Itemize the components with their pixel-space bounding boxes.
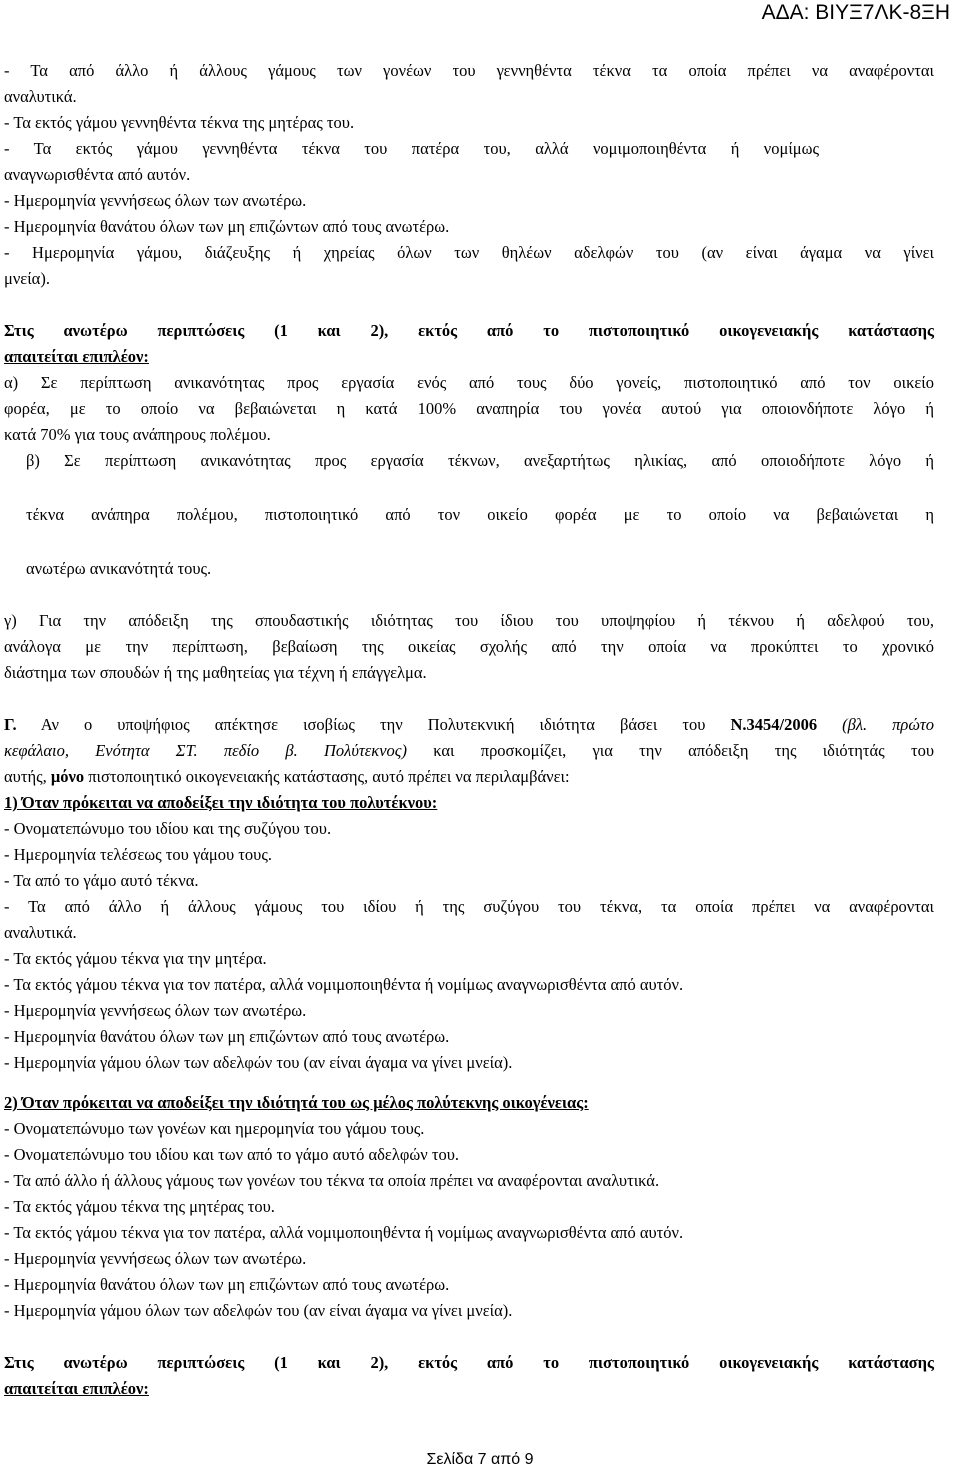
list-item: - Τα εκτός γάμου γεννηθέντα τέκνα του πατέρα του, αλλά νομιμοποιηθέντα ή νομίμως — [4, 139, 819, 158]
paragraph-gamma: ανάλογα με την περίπτωση, βεβαίωση της οικείας σχολής από την οποία να προκύπτει το χρονικό — [4, 637, 934, 656]
section-label: Γ. — [4, 715, 17, 734]
list-item: - Τα εκτός γάμου τέκνα για την μητέρα. — [4, 949, 267, 968]
paragraph-alpha: α) Σε περίπτωση ανικανότητας προς εργασία ενός από τους δύο γονείς, πιστοποιητικό από τον οικείο — [4, 373, 934, 392]
list-item: - Ημερομηνία γάμου όλων των αδελφών του (αν είναι άγαμα να γίνει μνεία). — [4, 1301, 513, 1320]
case-1 — [4, 790, 934, 1076]
paragraph-beta: β) Σε περίπτωση ανικανότητας προς εργασία τέκνων, ανεξαρτήτως ηλικίας, από οποιοδήποτε λόγο ή τέκνα ανάπηρα πολέμου, πιστοποιητικό από τον οικείο φορέα με το οποίο να βεβαιώνεται η ανωτέρω ανικανότητά τους. — [26, 451, 934, 578]
list-item-cont: αναλυτικά. — [4, 87, 77, 106]
section-heading-underlined: απαιτείται επιπλέον: — [4, 347, 149, 366]
list-item: - Ημερομηνία γάμου, διάζευξης ή χηρείας όλων των θηλέων αδελφών του (αν είναι άγαμα να γίνει — [4, 243, 934, 262]
section-heading-underlined: απαιτείται επιπλέον: — [4, 1379, 149, 1398]
list-item: - Ημερομηνία γεννήσεως όλων των ανωτέρω. — [4, 191, 307, 210]
paragraph-alpha: κατά 70% για τους ανάπηρους πολέμου. — [4, 425, 271, 444]
list-item: - Τα εκτός γάμου τέκνα για τον πατέρα, αλλά νομιμοποιηθέντα ή νομίμως αναγνωρισθέντα από αυτόν. — [4, 1223, 684, 1242]
document-body — [4, 58, 934, 1402]
list-item-cont: αναγνωρισθέντα από αυτόν. — [4, 165, 191, 184]
list-item: - Ημερομηνία γεννήσεως όλων των ανωτέρω. — [4, 1249, 307, 1268]
list-item: - Ονοματεπώνυμο του ιδίου και των από το γάμο αυτό αδελφών του. — [4, 1145, 459, 1164]
list-item: - Τα εκτός γάμου τέκνα της μητέρας του. — [4, 1197, 275, 1216]
ada-code: ΑΔΑ: ΒΙΥΞ7ΛΚ-8ΞΗ — [761, 1, 950, 24]
emphasis-mono: μόνο — [50, 767, 85, 786]
list-item: - Τα εκτός γάμου γεννηθέντα τέκνα της μητέρας του. — [4, 113, 355, 132]
section-heading: Στις ανωτέρω περιπτώσεις (1 και 2), εκτός από το πιστοποιητικό οικογενειακής κατάστασης — [4, 321, 934, 340]
top-list — [4, 58, 934, 292]
list-item: - Τα από το γάμο αυτό τέκνα. — [4, 871, 199, 890]
list-item: - Τα από άλλο ή άλλους γάμους των γονέων του τέκνα τα οποία πρέπει να αναφέρονται αναλυτικά. — [4, 1171, 660, 1190]
list-item-cont: μνεία). — [4, 269, 50, 288]
list-item: - Ονοματεπώνυμο των γονέων και ημερομηνία του γάμου τους. — [4, 1119, 425, 1138]
list-item: - Ημερομηνία γάμου όλων των αδελφών του (αν είναι άγαμα να γίνει μνεία). — [4, 1053, 513, 1072]
requirements-section-1 — [4, 318, 934, 686]
list-item: - Ημερομηνία θανάτου όλων των μη επιζώντων από τους ανωτέρω. — [4, 1275, 450, 1294]
case-title: 2) Όταν πρόκειται να αποδείξει την ιδιότητά του ως μέλος πολύτεκνης οικογένειας: — [4, 1093, 589, 1112]
list-item: - Τα από άλλο ή άλλους γάμους του ιδίου ή της συζύγου του τέκνα, τα οποία πρέπει να αναφέρονται — [4, 897, 934, 916]
list-item: - Τα από άλλο ή άλλους γάμους των γονέων του γεννηθέντα τέκνα τα οποία πρέπει να αναφέρονται — [4, 61, 934, 80]
list-item: - Ημερομηνία θανάτου όλων των μη επιζώντων από τους ανωτέρω. — [4, 1027, 450, 1046]
list-item: - Ημερομηνία θανάτου όλων των μη επιζώντων από τους ανωτέρω. — [4, 217, 450, 236]
paragraph-alpha: φορέα, με το οποίο να βεβαιώνεται η κατά 100% αναπηρία του γονέα αυτού για οποιονδήποτε λόγο ή — [4, 399, 934, 418]
list-item: - Τα εκτός γάμου τέκνα για τον πατέρα, αλλά νομιμοποιηθέντα ή νομίμως αναγνωρισθέντα από αυτόν. — [4, 975, 684, 994]
section-heading: Στις ανωτέρω περιπτώσεις (1 και 2), εκτός από το πιστοποιητικό οικογενειακής κατάστασης — [4, 1353, 934, 1372]
page-number: Σελίδα 7 από 9 — [426, 1451, 534, 1468]
case-2 — [4, 1090, 934, 1324]
section-reference: κεφάλαιο, Ενότητα ΣΤ. πεδίο β. Πολύτεκνος) — [4, 741, 407, 760]
law-reference: Ν.3454/2006 — [730, 715, 818, 734]
section-g: Γ. Αν ο υποψήφιος απέκτησε ισοβίως την Πολυτεκνική ιδιότητα βάσει του Ν.3454/2006 (βλ. πρώτο κεφάλαιο, Ενότητα ΣΤ. πεδίο β. Πολύτεκνος) και προσκομίζει, για την απόδειξη της ιδιότητάς του αυτής, μόνο πιστοποιητικό οικογενειακής κατάστασης, αυτό πρέπει να περιλαμβάνει: — [4, 715, 934, 786]
case-title: 1) Όταν πρόκειται να αποδείξει την ιδιότητα του πολυτέκνου: — [4, 793, 438, 812]
list-item: - Ημερομηνία τελέσεως του γάμου τους. — [4, 845, 272, 864]
paragraph-gamma: γ) Για την απόδειξη της σπουδαστικής ιδιότητας του ίδιου του υποψηφίου ή τέκνου ή αδελφού του, — [4, 611, 934, 630]
list-item-cont: αναλυτικά. — [4, 923, 77, 942]
list-item: - Ονοματεπώνυμο του ιδίου και της συζύγου του. — [4, 819, 332, 838]
list-item: - Ημερομηνία γεννήσεως όλων των ανωτέρω. — [4, 1001, 307, 1020]
paragraph-gamma: διάστημα των σπουδών ή της μαθητείας για τέχνη ή επάγγελμα. — [4, 663, 427, 682]
requirements-section-2 — [4, 1350, 934, 1402]
